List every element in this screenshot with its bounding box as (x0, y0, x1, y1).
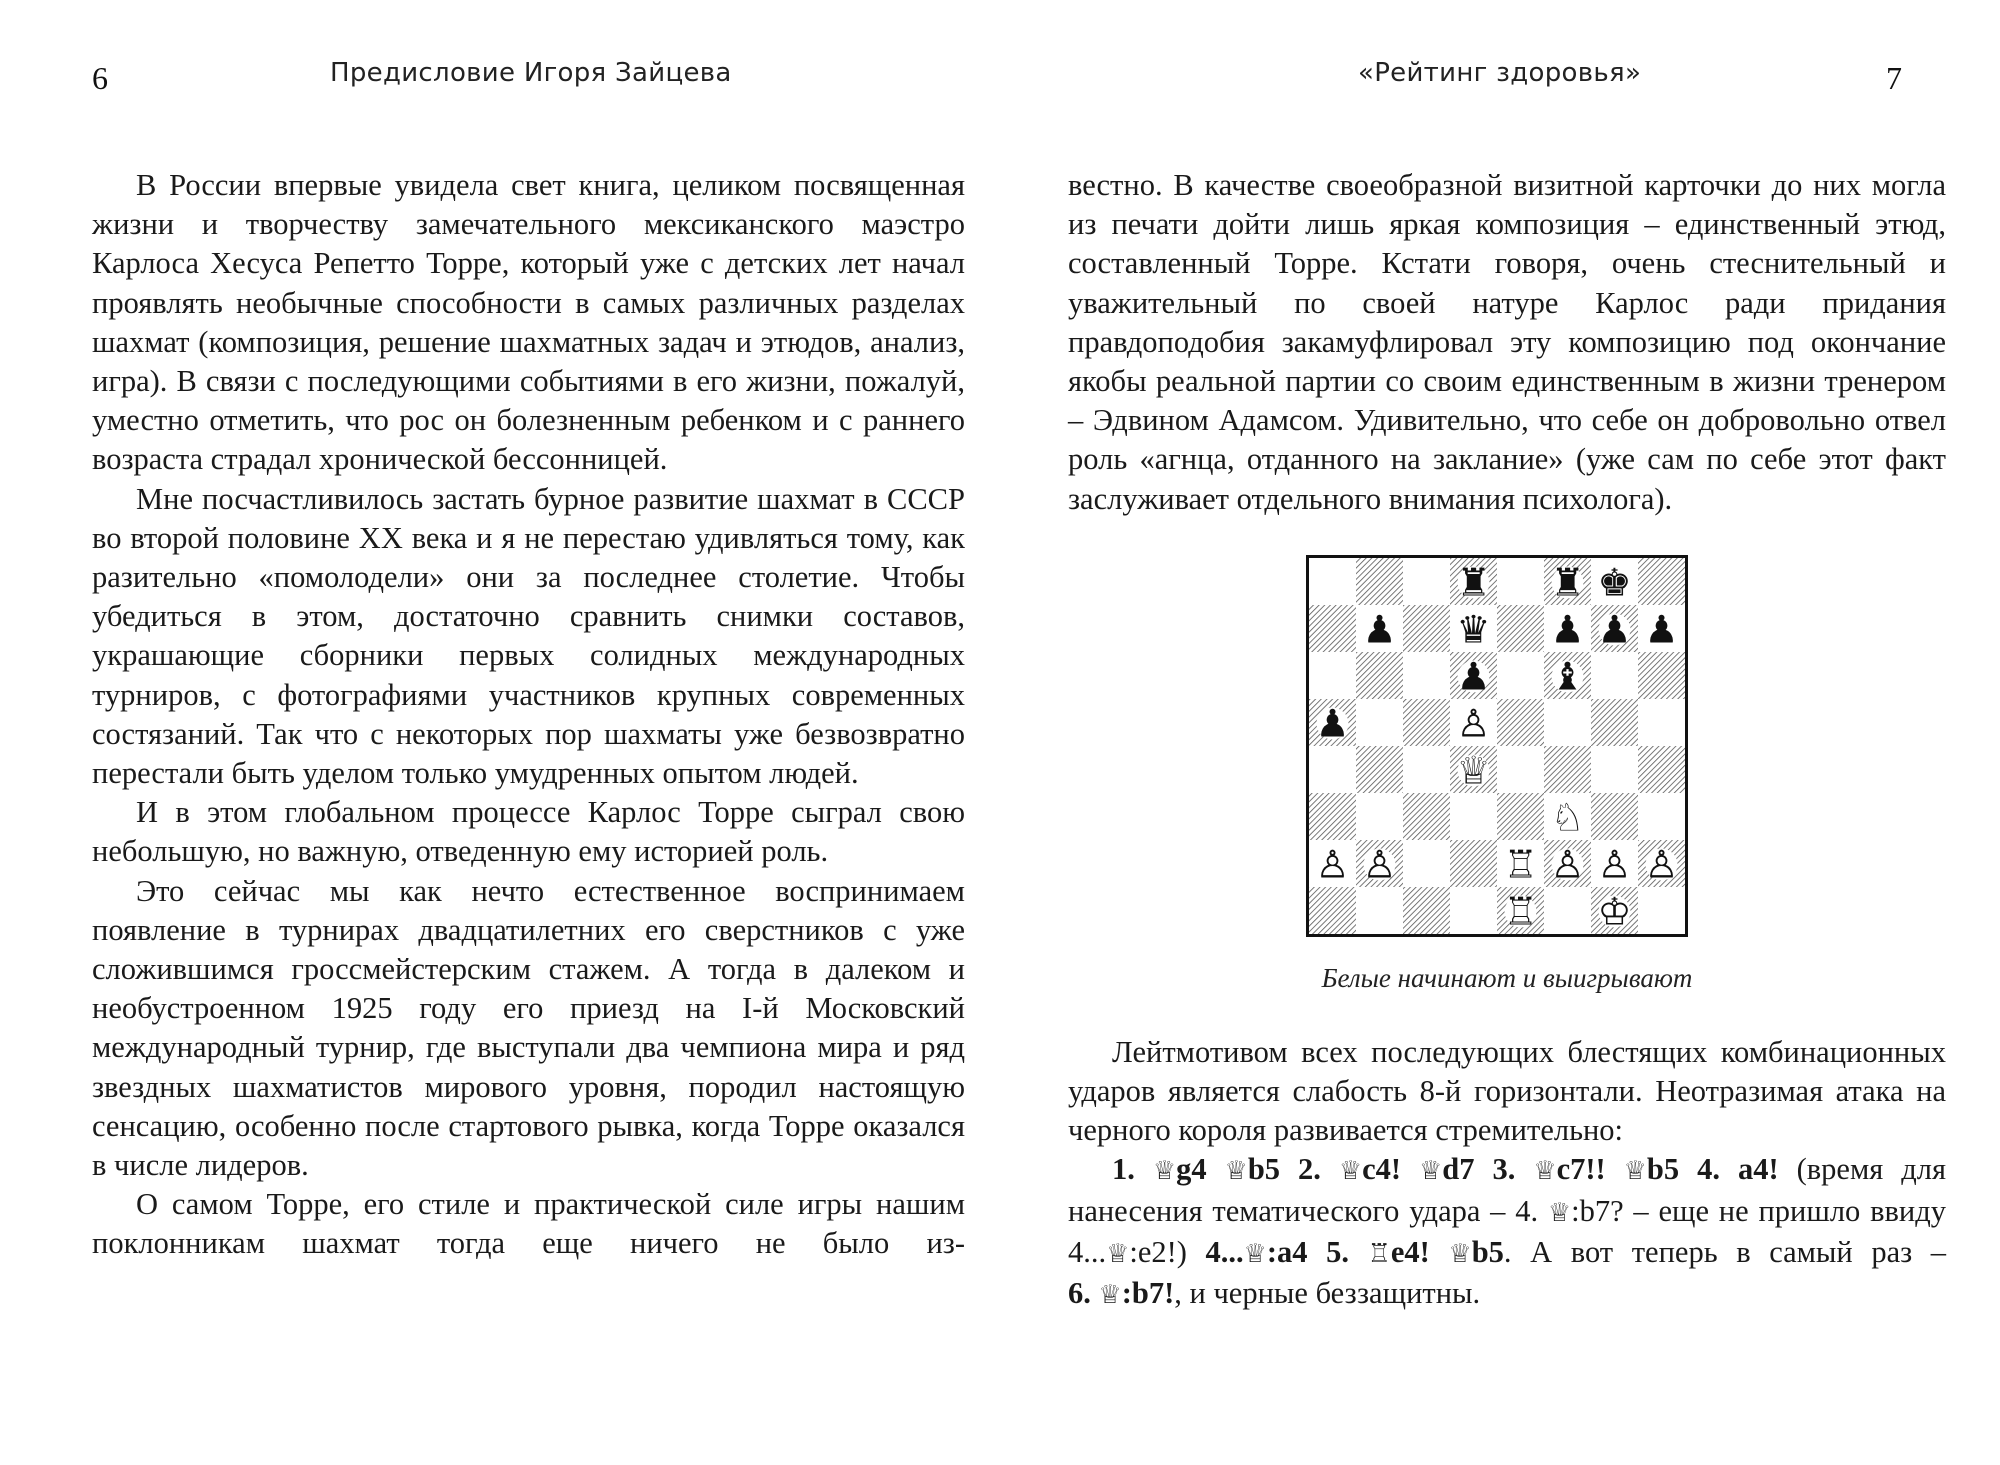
light-square (1497, 746, 1544, 793)
white-rook-icon: ♖ (1503, 889, 1538, 934)
queen-icon: ♕ (1448, 1238, 1472, 1269)
right-running-title: «Рейтинг здоровья» (1358, 58, 1642, 88)
dark-square (1638, 652, 1685, 699)
move-text: g4 (1176, 1152, 1207, 1187)
move-number: 6. (1068, 1276, 1091, 1311)
light-square (1450, 793, 1497, 840)
dark-square (1403, 793, 1450, 840)
left-page-number: 6 (92, 60, 108, 96)
comment-text: , и черные беззащитны. (1174, 1276, 1481, 1311)
move-text: e4! (1390, 1234, 1430, 1269)
light-square (1638, 699, 1685, 746)
move-number: 3. (1492, 1152, 1516, 1187)
chess-diagram-figure (1068, 555, 1946, 1033)
light-square (1638, 793, 1685, 840)
comment-text: (время для нанесения тематического удара – 4. (1068, 1152, 1947, 1228)
move-number: 2. (1298, 1152, 1321, 1187)
white-king-icon: ♔ (1597, 889, 1632, 934)
light-square (1403, 840, 1450, 887)
queen-icon: ♕ (1419, 1156, 1443, 1187)
white-pawn-icon: ♙ (1315, 842, 1350, 887)
comment-text: :b7? – еще не пришло ввиду 4... (1068, 1193, 1946, 1269)
black-pawn-icon: ♟ (1315, 701, 1350, 746)
white-queen-icon: ♕ (1456, 748, 1491, 793)
dark-square (1497, 605, 1544, 652)
dark-square (1638, 746, 1685, 793)
queen-icon: ♕ (1243, 1238, 1267, 1269)
move-number: 5. (1326, 1234, 1350, 1269)
dark-square (1309, 887, 1356, 934)
dark-square (1497, 699, 1544, 746)
light-square (1591, 746, 1638, 793)
dark-square (1356, 652, 1403, 699)
dark-square (1309, 605, 1356, 652)
chess-board-svg (1309, 558, 1685, 934)
move-number: 4... (1205, 1234, 1244, 1269)
dark-square (1638, 558, 1685, 605)
moves-paragraph (1068, 1150, 1946, 1315)
dark-square (1403, 699, 1450, 746)
queen-icon: ♕ (1547, 1197, 1572, 1228)
white-pawn-icon: ♙ (1456, 701, 1491, 746)
white-pawn-icon: ♙ (1597, 842, 1632, 887)
paragraph: О самом Торре, его стиле и практической силе игры нашим поклонникам шахмат тогда еще ничего не было из- (92, 1187, 965, 1261)
light-square (1356, 793, 1403, 840)
move-text: 4. a4! (1697, 1152, 1779, 1187)
comment-text: :e2!) (1129, 1234, 1206, 1269)
queen-icon: ♕ (1224, 1156, 1248, 1187)
dark-square (1403, 605, 1450, 652)
queen-icon: ♕ (1338, 1156, 1363, 1187)
move-text: d7 (1442, 1152, 1475, 1187)
queen-icon: ♕ (1623, 1156, 1647, 1187)
queen-icon: ♕ (1152, 1156, 1177, 1187)
light-square (1544, 887, 1591, 934)
paragraph: В России впервые увидела свет книга, целиком посвященная жизни и творчеству замечательного мексиканского маэстро Карлоса Хесуса Репетто Торре, который уже с детских лет начал проявлять необычные способности в самых различных разделах шахмат (композиция, решение шахматных задач и этюдов, анализ, игра). В связи с последующими событиями в его жизни, пожалуй, уместно отметить, что рос он болезненным ребенком и с раннего возраста страдал хронической бессонницей. (92, 168, 965, 477)
black-pawn-icon: ♟ (1362, 607, 1397, 652)
white-pawn-icon: ♙ (1550, 842, 1585, 887)
dark-square (1497, 793, 1544, 840)
white-rook-icon: ♖ (1503, 842, 1538, 887)
paragraph: Мне посчастливилось застать бурное развитие шахмат в СССР во второй половине XX века и я не перестаю удивляться тому, как разительно «помолодели» они за последнее столетие. Чтобы убедиться в этом, достаточно сравнить снимки составов, украшающие сборники первых солидных международных турниров, с фотографиями участников крупных современных состязаний. Так что с некоторых пор шахматы уже безвозвратно перестали быть уделом только умудренных опытом людей. (92, 481, 965, 791)
black-rook-icon: ♜ (1456, 560, 1491, 605)
chess-board (1306, 555, 1688, 937)
move-text: c7!! (1556, 1152, 1606, 1187)
paragraph: Это сейчас мы как нечто естественное воспринимаем появление в турнирах двадцатилетних его сверстников с уже сложившимся гроссмейстерским стажем. А тогда в далеком и необустроенном 1925 году его приезд на I-й Московский международный турнир, где выступали два чемпиона мира и ряд звездных шахматистов мирового уровня, породил настоящую сенсацию, особенно после стартового рывка, когда Торре оказался в числе лидеров. (92, 873, 965, 1183)
right-column (1068, 166, 1946, 1315)
light-square (1403, 558, 1450, 605)
right-page-number: 7 (1886, 60, 1902, 96)
light-square (1356, 699, 1403, 746)
light-square (1309, 558, 1356, 605)
light-square (1497, 558, 1544, 605)
paragraph: вестно. В качестве своеобразной визитной карточки до них могла из печати дойти лишь яркая композиция – единственный этюд, составленный Торре. Кстати говоря, очень стеснительный и уважительный по своей натуре Карлос ради придания правдоподобия закамуфлировал эту композицию под окончание якобы реальной партии со своим единственным в жизни тренером – Эдвином Адамсом. Удивительно, что себе он добровольно отвел роль «агнца, отданного на заклание» (уже сам по себе этот факт заслуживает отдельного внимания психолога). (1068, 168, 1946, 516)
black-pawn-icon: ♟ (1456, 654, 1491, 699)
move-text: b5 (1646, 1152, 1680, 1187)
light-square (1403, 652, 1450, 699)
white-pawn-icon: ♙ (1644, 842, 1679, 887)
move-text: b5 (1247, 1152, 1281, 1187)
light-square (1638, 887, 1685, 934)
rook-icon: ♖ (1367, 1238, 1391, 1269)
light-square (1450, 887, 1497, 934)
queen-icon: ♕ (1533, 1156, 1557, 1187)
dark-square (1403, 887, 1450, 934)
move-text: c4! (1362, 1152, 1402, 1187)
light-square (1544, 699, 1591, 746)
move-text: b5 (1471, 1234, 1504, 1269)
queen-icon: ♕ (1098, 1280, 1122, 1311)
dark-square (1591, 793, 1638, 840)
light-square (1403, 746, 1450, 793)
left-running-title: Предисловие Игоря Зайцева (330, 58, 732, 88)
light-square (1591, 652, 1638, 699)
left-column (92, 166, 965, 1264)
black-rook-icon: ♜ (1550, 560, 1585, 605)
dark-square (1544, 746, 1591, 793)
black-queen-icon: ♛ (1456, 607, 1491, 652)
dark-square (1356, 746, 1403, 793)
black-bishop-icon: ♝ (1550, 654, 1585, 699)
move-text: :b7! (1121, 1276, 1175, 1311)
move-text: :a4 (1266, 1234, 1308, 1269)
white-knight-icon: ♘ (1550, 795, 1585, 840)
black-king-icon: ♚ (1597, 560, 1632, 605)
dark-square (1356, 558, 1403, 605)
black-pawn-icon: ♟ (1597, 607, 1632, 652)
dark-square (1309, 793, 1356, 840)
paragraph: Лейтмотивом всех последующих блестящих комбинационных ударов является слабость 8-й горизонтали. Неотразимая атака на черного короля развивается стремительно: (1068, 1034, 1946, 1148)
paragraph: И в этом глобальном процессе Карлос Торре сыграл свою небольшую, но важную, отведенную ему историей роль. (92, 795, 965, 869)
move-number: 1. (1112, 1152, 1135, 1187)
light-square (1309, 746, 1356, 793)
queen-icon: ♕ (1106, 1238, 1130, 1269)
white-pawn-icon: ♙ (1362, 842, 1397, 887)
light-square (1309, 652, 1356, 699)
dark-square (1450, 840, 1497, 887)
comment-text: . А вот теперь в самый раз – (1503, 1234, 1947, 1269)
light-square (1497, 652, 1544, 699)
black-pawn-icon: ♟ (1550, 607, 1585, 652)
black-pawn-icon: ♟ (1644, 607, 1679, 652)
diagram-caption: Белые начинают и выигрывают (1321, 962, 1693, 993)
light-square (1356, 887, 1403, 934)
dark-square (1591, 699, 1638, 746)
